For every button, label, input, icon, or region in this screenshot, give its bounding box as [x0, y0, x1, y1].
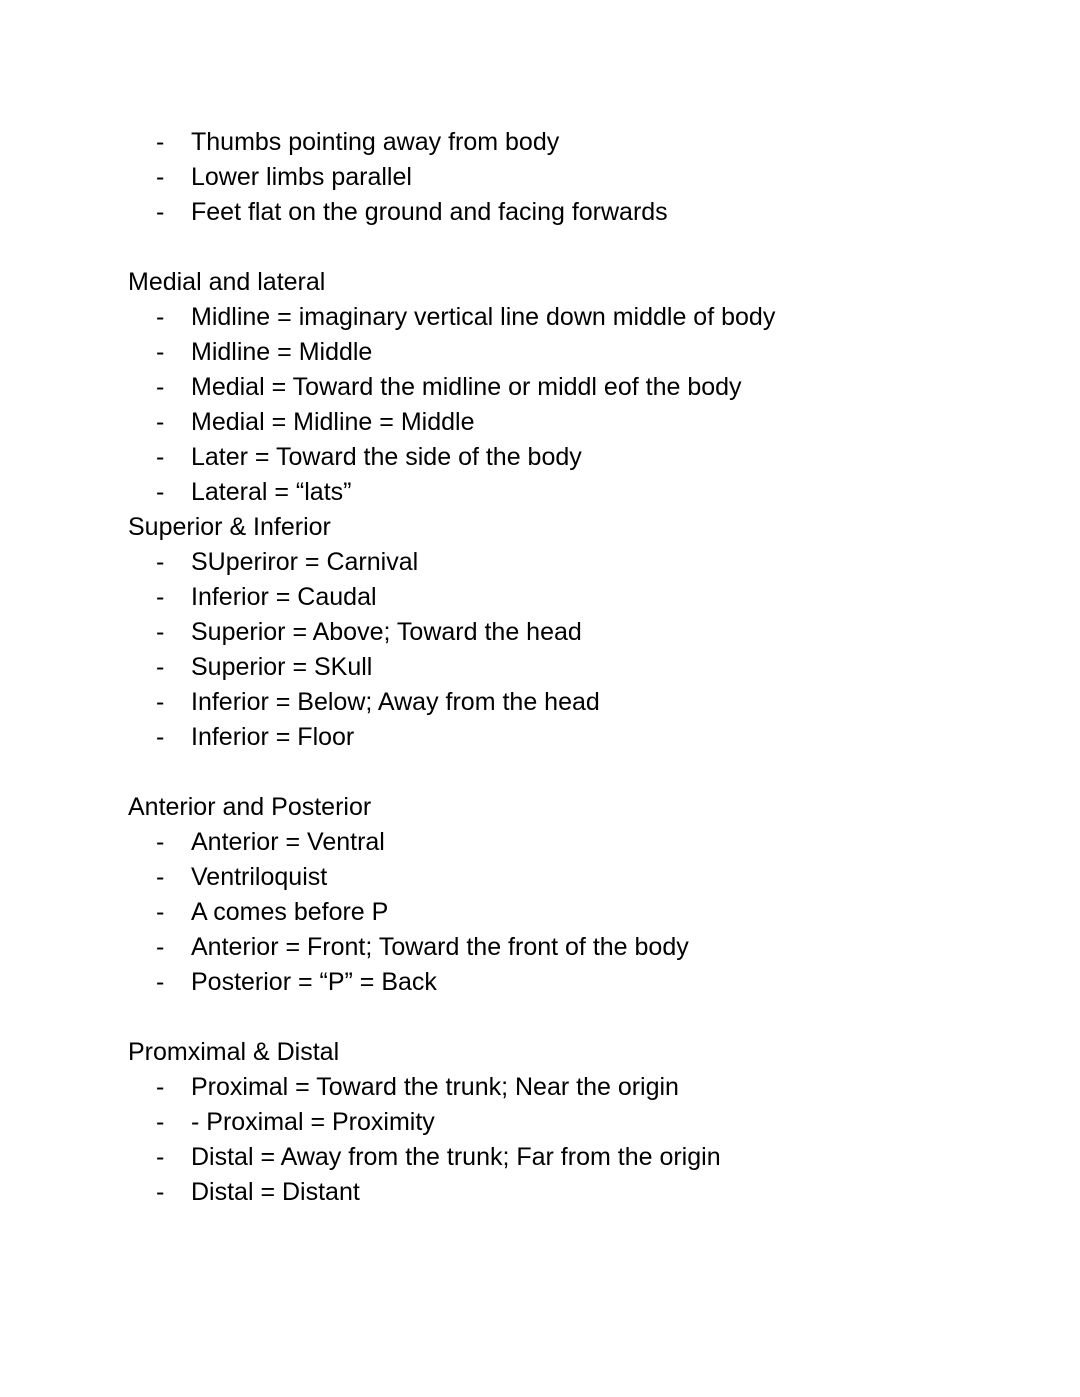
bullet-dash: - — [156, 618, 165, 646]
list-item: - Midline = imaginary vertical line down middle of body — [0, 300, 1080, 335]
bullet-dash: - — [156, 688, 165, 716]
section-list — [0, 1070, 1080, 1210]
section-heading: Anterior and Posterior — [128, 793, 372, 821]
section-proximal-distal — [0, 1035, 1080, 1210]
bullet-dash: - — [156, 548, 165, 576]
section-heading: Superior & Inferior — [128, 513, 331, 541]
list-item: - Inferior = Caudal — [0, 580, 1080, 615]
bullet-dash: - — [156, 443, 165, 471]
section-medial-lateral — [0, 265, 1080, 510]
bullet-dash: - — [156, 163, 165, 191]
bullet-dash: - — [156, 898, 165, 926]
list-item: - Lateral = “lats” — [0, 475, 1080, 510]
list-item: - - Proximal = Proximity — [0, 1105, 1080, 1140]
bullet-dash: - — [156, 373, 165, 401]
list-item: - Anterior = Front; Toward the front of the body — [0, 930, 1080, 965]
bullet-dash: - — [156, 1108, 165, 1136]
bullet-dash: - — [156, 478, 165, 506]
list-item: - Medial = Toward the midline or middl eof the body — [0, 370, 1080, 405]
list-item: - Medial = Midline = Middle — [0, 405, 1080, 440]
bullet-dash: - — [156, 863, 165, 891]
list-item: - Distal = Distant — [0, 1175, 1080, 1210]
list-item: - Anterior = Ventral — [0, 825, 1080, 860]
section-list — [0, 300, 1080, 510]
section-anterior-posterior — [0, 790, 1080, 1000]
list-item: - Inferior = Floor — [0, 720, 1080, 755]
spacer — [0, 1000, 1080, 1035]
list-item: - Midline = Middle — [0, 335, 1080, 370]
bullet-dash: - — [156, 933, 165, 961]
section-list — [0, 545, 1080, 755]
list-item: - Distal = Away from the trunk; Far from the origin — [0, 1140, 1080, 1175]
bullet-dash: - — [156, 653, 165, 681]
list-item: - Proximal = Toward the trunk; Near the origin — [0, 1070, 1080, 1105]
list-item: - SUperiror = Carnival — [0, 545, 1080, 580]
list-item: - Superior = SKull — [0, 650, 1080, 685]
document-body — [0, 125, 1080, 1210]
list-item: - Posterior = “P” = Back — [0, 965, 1080, 1000]
spacer — [0, 755, 1080, 790]
bullet-dash: - — [156, 583, 165, 611]
bullet-dash: - — [156, 198, 165, 226]
bullet-dash: - — [156, 968, 165, 996]
bullet-dash: - — [156, 723, 165, 751]
bullet-dash: - — [156, 128, 165, 156]
bullet-dash: - — [156, 408, 165, 436]
bullet-dash: - — [156, 1073, 165, 1101]
section-heading: Promximal & Distal — [128, 1038, 340, 1066]
section-heading: Medial and lateral — [128, 268, 326, 296]
section-list — [0, 825, 1080, 1000]
list-item: - A comes before P — [0, 895, 1080, 930]
list-item: - Thumbs pointing away from body — [0, 125, 1080, 160]
bullet-dash: - — [156, 338, 165, 366]
list-item: - Feet flat on the ground and facing forwards — [0, 195, 1080, 230]
intro-list — [0, 125, 1080, 230]
list-item: - Inferior = Below; Away from the head — [0, 685, 1080, 720]
section-superior-inferior — [0, 510, 1080, 755]
list-item: - Lower limbs parallel — [0, 160, 1080, 195]
bullet-dash: - — [156, 828, 165, 856]
spacer — [0, 230, 1080, 265]
bullet-dash: - — [156, 1143, 165, 1171]
bullet-dash: - — [156, 1178, 165, 1206]
list-item: - Ventriloquist — [0, 860, 1080, 895]
bullet-dash: - — [156, 303, 165, 331]
list-item: - Later = Toward the side of the body — [0, 440, 1080, 475]
list-item: - Superior = Above; Toward the head — [0, 615, 1080, 650]
